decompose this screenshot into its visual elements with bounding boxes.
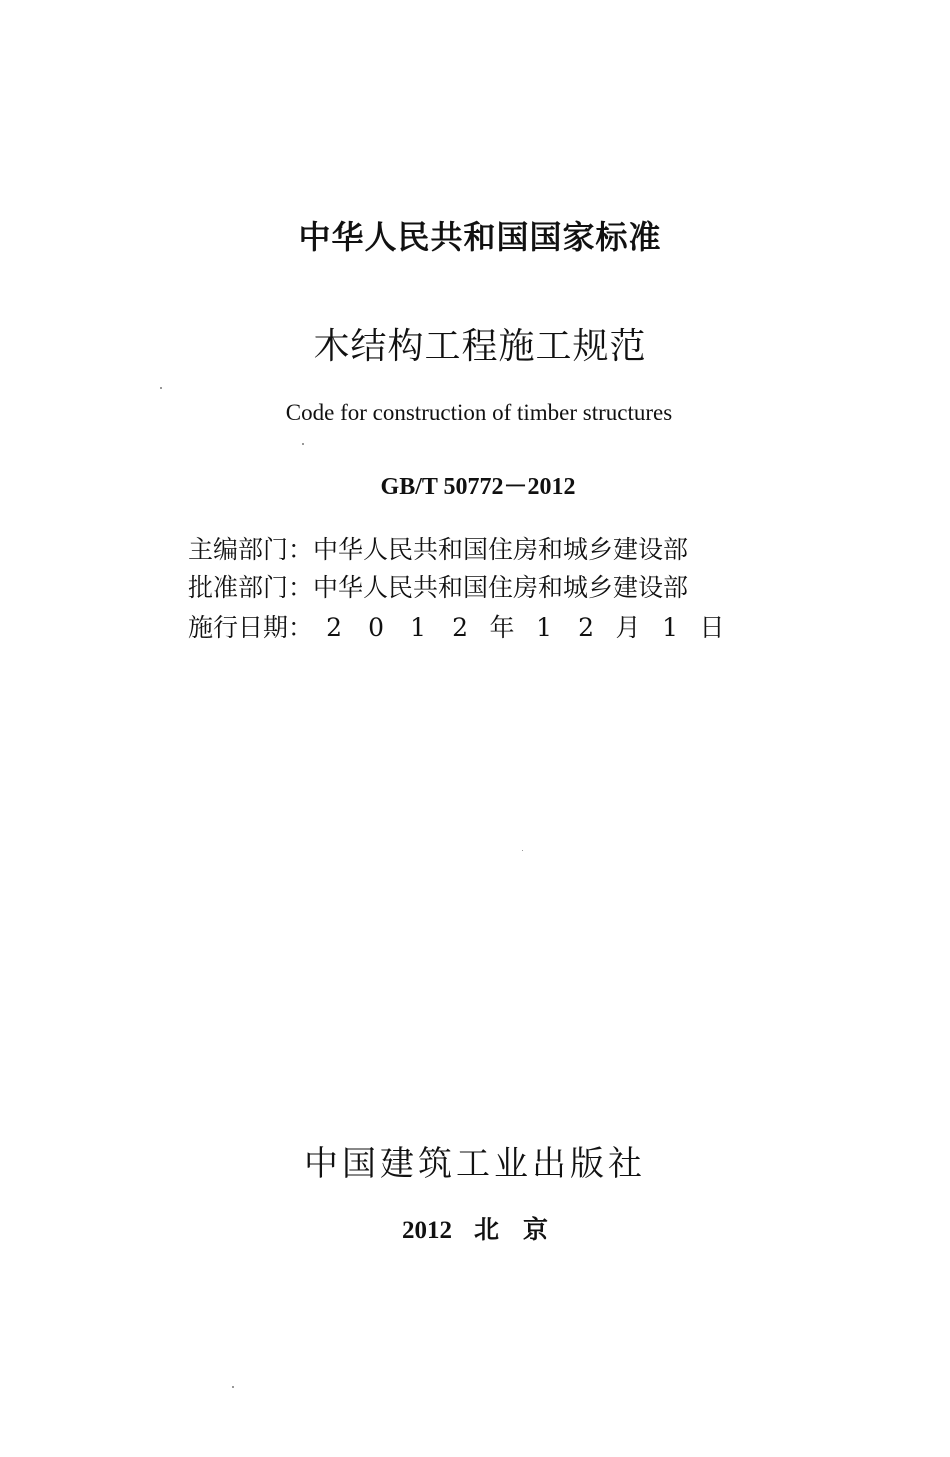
standard-number: GB/T 50772－2012 [380,474,576,500]
publication-city [474,1217,548,1244]
publication-place-year [0,1210,950,1246]
effective-date-char: 1 [410,613,426,642]
publication-year: 2012 [401,1217,452,1244]
effective-date-char: 1 [662,613,678,642]
effective-date-char: 年 [489,613,515,642]
effective-date-char: 日 [699,613,725,642]
effective-date-char: 2 [578,613,594,642]
effective-date-char: 0 [368,613,384,642]
effective-date-value [313,608,733,644]
chief-editor-row [188,530,688,566]
scan-speck [522,850,523,851]
chief-editor-label: 主编部门： [188,535,314,564]
effective-date-char: 2 [326,613,342,642]
approver-label: 批准部门： [188,573,314,602]
scan-speck [302,443,304,445]
approver-value: 中华人民共和国住房和城乡建设部 [313,573,689,602]
scan-speck [232,1386,234,1388]
scan-speck [160,387,162,389]
standard-category-heading: 中华人民共和国国家标准 [298,218,662,256]
chief-editor-value: 中华人民共和国住房和城乡建设部 [313,535,689,564]
city-char: 北 [473,1217,499,1244]
approver-row [188,568,688,604]
publisher-name: 中国建筑工业出版社 [304,1144,646,1184]
effective-date-row [188,608,733,644]
document-title-english: Code for construction of timber structures [285,400,673,425]
city-char: 京 [523,1217,549,1244]
effective-date-label: 施行日期： [188,613,314,642]
effective-date-char: 月 [615,613,641,642]
document-title-chinese: 木结构工程施工规范 [313,326,647,367]
effective-date-char: 1 [536,613,552,642]
effective-date-char: 2 [452,613,468,642]
